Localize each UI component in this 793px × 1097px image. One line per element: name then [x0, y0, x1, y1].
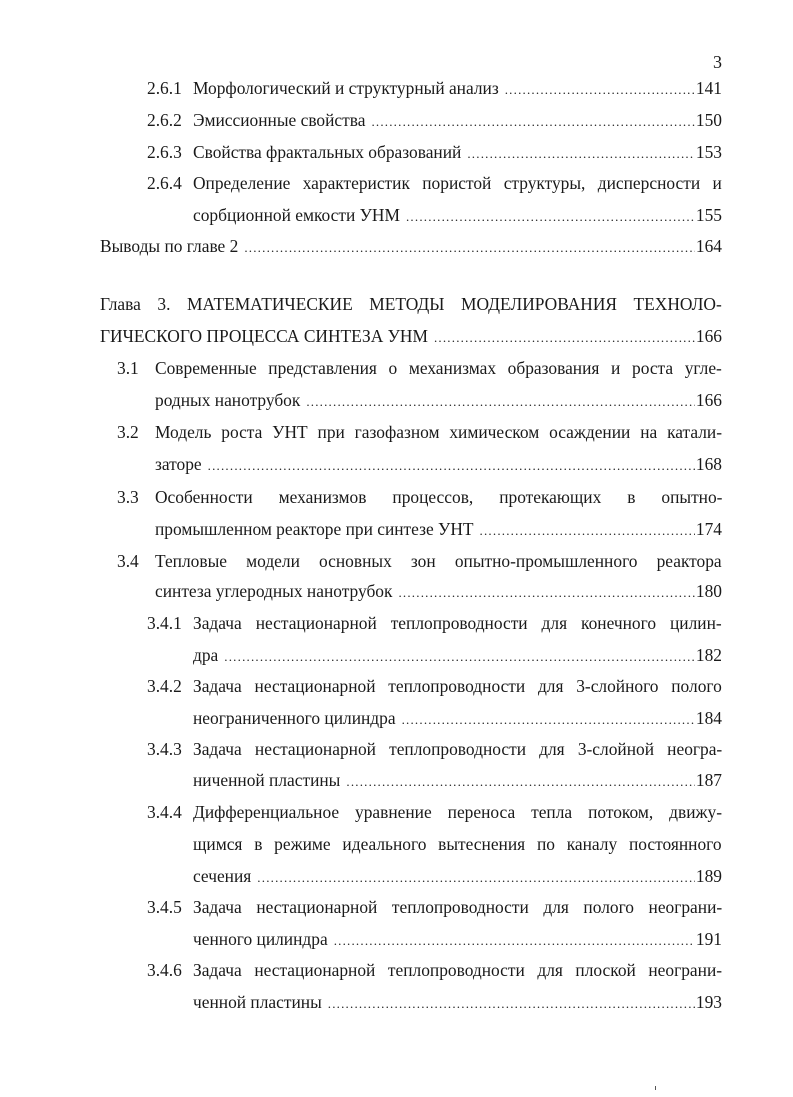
chapter-title-cont: ГИЧЕСКОГО ПРОЦЕССА СИНТЕЗА УНМ	[100, 326, 428, 346]
toc-entry-page: 168	[695, 454, 722, 474]
toc-entry-chapter-3[interactable]	[100, 291, 722, 317]
dot-leader	[467, 141, 695, 167]
toc-entry-title-cont: сорбционной емкости УНМ	[193, 205, 400, 225]
toc-entry-title-cont: родных нанотрубок	[155, 390, 301, 410]
toc-entry-3-1[interactable]	[117, 355, 722, 381]
toc-entry-3-4-5-cont[interactable]	[193, 926, 722, 952]
dot-leader	[434, 325, 695, 351]
toc-entry-page: 166	[695, 390, 722, 410]
toc-entry-3-1-cont[interactable]	[155, 387, 722, 413]
toc-entry-number: 2.6.1	[147, 78, 182, 98]
toc-entry-number: 3.4.2	[147, 676, 182, 696]
toc-entry-3-4-cont[interactable]	[155, 578, 722, 604]
toc-entry-3-4-2-cont[interactable]	[193, 705, 722, 731]
toc-entry-title: Дифференциальное уравнение переноса тепла потоком, движу-	[193, 802, 723, 822]
toc-entry-number: 2.6.3	[147, 142, 182, 162]
toc-entry-page: 180	[695, 581, 722, 601]
toc-entry-number: 3.4.5	[147, 897, 182, 917]
toc-entry-2-6-3[interactable]	[147, 139, 722, 165]
toc-entry-page: 174	[695, 519, 722, 539]
toc-entry-3-4-4-cont2[interactable]	[193, 863, 722, 889]
toc-entry-title-cont: ниченной пластины	[193, 770, 341, 790]
dot-leader	[224, 644, 695, 670]
toc-entry-number: 3.4.1	[147, 613, 182, 633]
toc-entry-number: 3.3	[117, 487, 139, 507]
toc-entry-3-4-5[interactable]	[147, 894, 722, 920]
dot-leader	[346, 769, 695, 795]
dot-leader	[480, 518, 695, 544]
toc-entry-title-cont: ченной пластины	[193, 992, 322, 1012]
toc-entry-3-4-1[interactable]	[147, 610, 722, 636]
toc-entry-title: Современные представления о механизмах образования и роста угле-	[155, 358, 722, 378]
toc-entry-3-4-1-cont[interactable]	[193, 642, 722, 668]
toc-entry-number: 3.1	[117, 358, 139, 378]
toc-entry-page: 182	[695, 645, 722, 665]
toc-entry-title-cont: ченного цилиндра	[193, 929, 328, 949]
toc-entry-number: 2.6.4	[147, 173, 182, 193]
dot-leader	[402, 707, 695, 733]
toc-entry-title-cont: сечения	[193, 866, 252, 886]
toc-entry-page: 189	[695, 866, 722, 886]
scan-mark	[655, 1086, 656, 1090]
toc-entry-3-2-cont[interactable]	[155, 451, 722, 477]
toc-entry-number: 3.4	[117, 551, 139, 571]
toc-entry-page: 150	[695, 110, 722, 130]
toc-entry-title: Эмиссионные свойства	[193, 110, 366, 130]
toc-entry-2-6-2[interactable]	[147, 107, 722, 133]
toc-entry-3-2[interactable]	[117, 419, 722, 445]
toc-entry-number: 3.4.6	[147, 960, 182, 980]
toc-entry-page: 164	[695, 236, 722, 256]
toc-entry-title-cont: заторе	[155, 454, 202, 474]
toc-entry-number: 3.2	[117, 422, 139, 442]
page-number: 3	[713, 52, 722, 72]
toc-entry-title: Задача нестационарной теплопроводности для 3-слойной неогра-	[193, 739, 723, 759]
toc-entry-title-cont: неограниченного цилиндра	[193, 708, 396, 728]
toc-entry-number: 2.6.2	[147, 110, 182, 130]
toc-entry-title: Задача нестационарной теплопроводности для 3-слойного полого	[193, 676, 722, 696]
toc-entry-title: Тепловые модели основных зон опытно-промышленного реактора	[155, 551, 722, 571]
toc-entry-3-3[interactable]	[117, 484, 722, 510]
toc-entry-page: 141	[695, 78, 722, 98]
dot-leader	[371, 109, 694, 135]
toc-entry-number: 3.4.4	[147, 802, 182, 822]
toc-entry-title: Выводы по главе 2	[100, 236, 239, 256]
dot-leader	[406, 204, 695, 230]
dot-leader	[334, 928, 695, 954]
toc-entry-title: Особенности механизмов процессов, протекающих в опытно-	[155, 487, 723, 507]
toc-entry-page: 191	[695, 929, 722, 949]
toc-entry-number: 3.4.3	[147, 739, 182, 759]
toc-entry-title: Определение характеристик пористой структуры, дисперсности и	[193, 173, 722, 193]
toc-entry-title-cont: щимся в режиме идеального вытеснения по каналу постоянного	[193, 834, 722, 854]
dot-leader	[244, 235, 695, 261]
dot-leader	[208, 453, 695, 479]
toc-entry-page: 153	[695, 142, 722, 162]
toc-entry-page: 155	[695, 205, 722, 225]
toc-entry-title-cont: синтеза углеродных нанотрубок	[155, 581, 393, 601]
dot-leader	[306, 389, 695, 415]
toc-entry-2-6-4-cont[interactable]	[193, 202, 722, 228]
toc-entry-title: Задача нестационарной теплопроводности для конечного цилин-	[193, 613, 722, 633]
chapter-title: Глава 3. МАТЕМАТИЧЕСКИЕ МЕТОДЫ МОДЕЛИРОВАНИЯ ТЕХНОЛО-	[100, 294, 722, 314]
toc-entry-3-3-cont[interactable]	[155, 516, 722, 542]
toc-entry-3-4[interactable]	[117, 548, 722, 574]
dot-leader	[505, 77, 695, 103]
toc-entry-page: 184	[695, 708, 722, 728]
toc-entry-page: 187	[695, 770, 722, 790]
toc-entry-2-6-4[interactable]	[147, 170, 722, 196]
toc-entry-3-4-6[interactable]	[147, 957, 722, 983]
toc-entry-3-4-3-cont[interactable]	[193, 767, 722, 793]
toc-entry-conclusions-2[interactable]	[100, 233, 722, 259]
toc-entry-chapter-3-cont[interactable]	[100, 323, 722, 349]
toc-entry-title: Задача нестационарной теплопроводности для плоской неограни-	[193, 960, 723, 980]
toc-entry-3-4-6-cont[interactable]	[193, 989, 722, 1015]
toc-entry-page: 193	[695, 992, 722, 1012]
dot-leader	[257, 865, 695, 891]
toc-entry-title: Задача нестационарной теплопроводности для полого неограни-	[193, 897, 723, 917]
toc-entry-title-cont: дра	[193, 645, 219, 665]
toc-entry-title: Морфологический и структурный анализ	[193, 78, 499, 98]
toc-entry-3-4-3[interactable]	[147, 736, 722, 762]
toc-entry-3-4-4[interactable]	[147, 799, 722, 825]
toc-entry-title: Модель роста УНТ при газофазном химическом осаждении на катали-	[155, 422, 722, 442]
toc-entry-3-4-2[interactable]	[147, 673, 722, 699]
toc-entry-title: Свойства фрактальных образований	[193, 142, 462, 162]
toc-entry-page: 166	[695, 326, 722, 346]
toc-entry-3-4-4-cont[interactable]	[193, 831, 722, 857]
dot-leader	[398, 580, 694, 606]
toc-entry-2-6-1[interactable]	[147, 75, 722, 101]
toc-entry-title-cont: промышленном реакторе при синтезе УНТ	[155, 519, 474, 539]
dot-leader	[328, 991, 695, 1017]
